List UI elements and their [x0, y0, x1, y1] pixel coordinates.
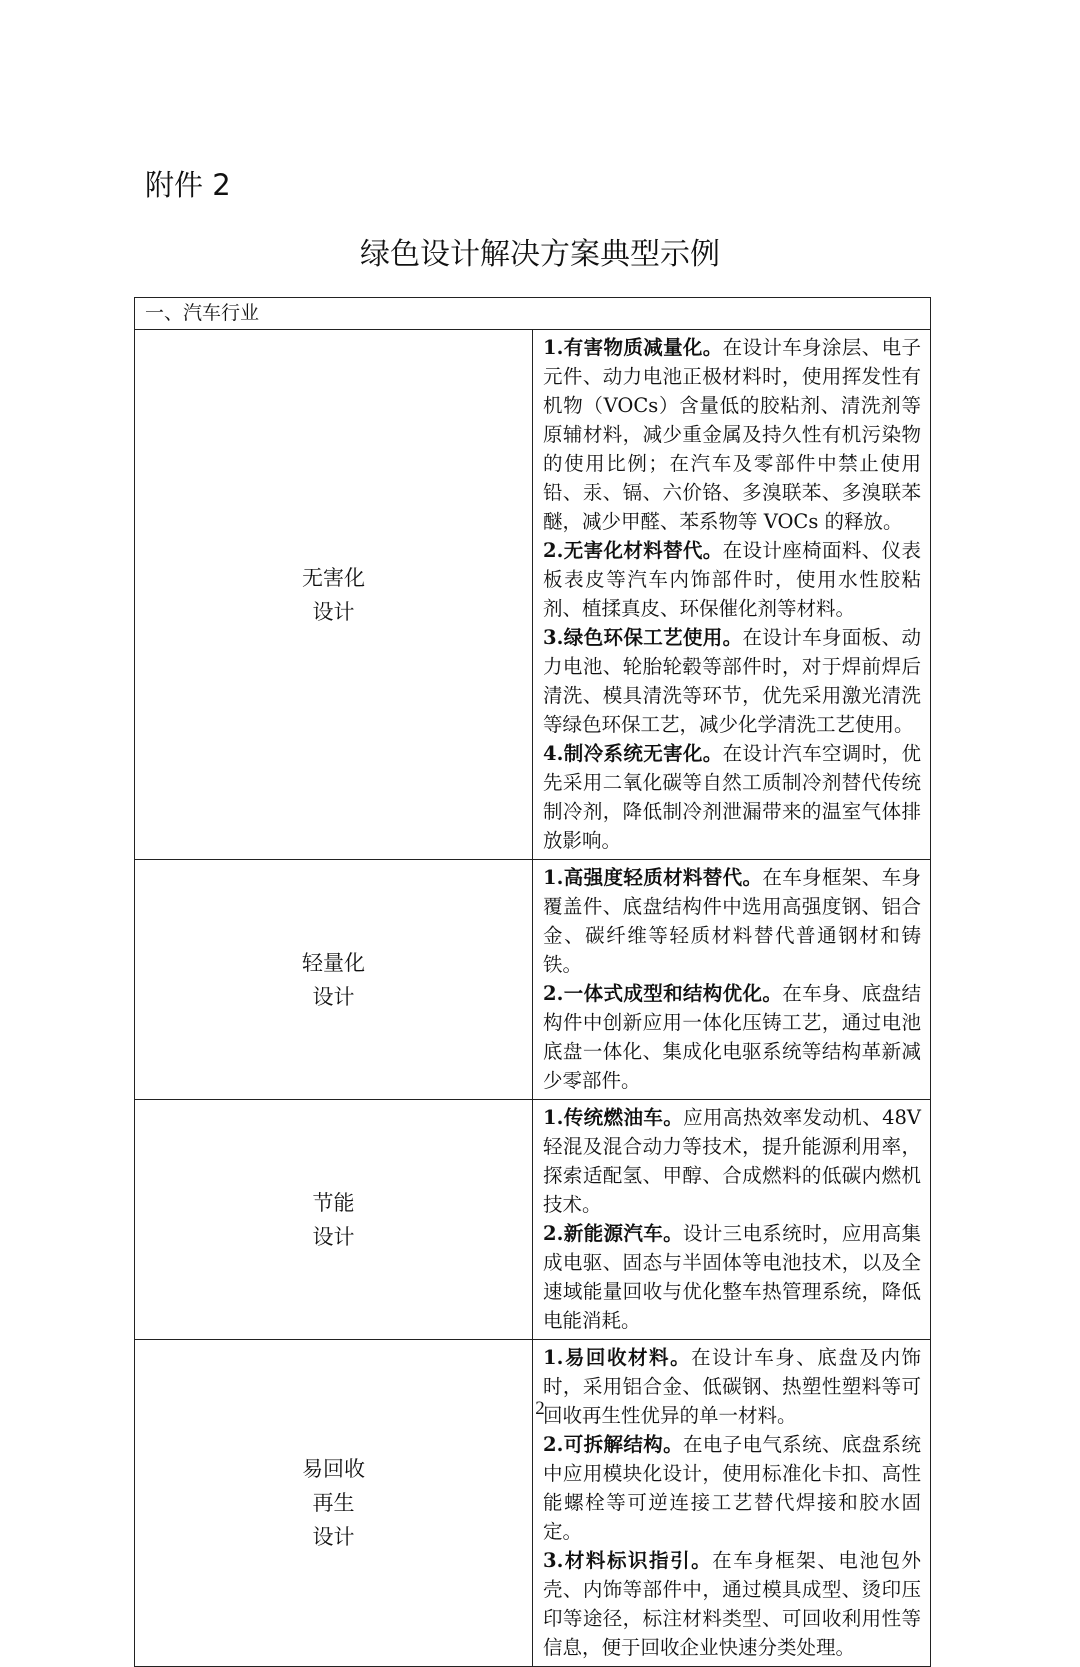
item-text: 在车身框架、电池包外壳、内饰等部件中，通过模具成型、烫印压印等途径，标注材料类型、可回收利用性等信息，便于回收企业快速分类处理。	[543, 1549, 921, 1659]
list-item	[543, 863, 921, 979]
category-label: 节能 设计	[312, 1190, 355, 1249]
list-item	[543, 623, 921, 739]
list-item	[543, 333, 921, 536]
category-label: 轻量化 设计	[302, 950, 365, 1009]
item-heading: 3.材料标识指引。	[543, 1549, 713, 1572]
section-header-row	[135, 298, 931, 330]
list-item	[543, 1219, 921, 1335]
page-number: 2	[535, 1398, 545, 1419]
item-text: 设计三电系统时，应用高集成电驱、固态与半固体等电池技术，以及全速域能量回收与优化整车热管理系统，降低电能消耗。	[543, 1222, 921, 1332]
table-row	[135, 1340, 931, 1667]
item-text: 在设计车身面板、动力电池、轮胎轮毂等部件时，对于焊前焊后清洗、模具清洗等环节，优先采用激光清洗等绿色环保工艺，减少化学清洗工艺使用。	[543, 626, 921, 736]
list-item	[543, 536, 921, 623]
list-item	[543, 1430, 921, 1546]
item-text: 在车身框架、车身覆盖件、底盘结构件中选用高强度钢、铝合金、碳纤维等轻质材料替代普通钢材和铸铁。	[543, 866, 921, 976]
table-row	[135, 1100, 931, 1340]
list-item	[543, 1103, 921, 1219]
item-heading: 2.无害化材料替代。	[543, 539, 723, 562]
item-text: 在设计汽车空调时，优先采用二氧化碳等自然工质制冷剂替代传统制冷剂，降低制冷剂泄漏带来的温室气体排放影响。	[543, 742, 921, 852]
content-cell	[533, 1340, 931, 1667]
table-row	[135, 860, 931, 1100]
item-heading: 2.可拆解结构。	[543, 1433, 683, 1456]
category-cell	[135, 860, 533, 1100]
item-heading: 1.传统燃油车。	[543, 1106, 684, 1129]
category-label: 易回收 再生 设计	[302, 1457, 365, 1549]
content-cell	[533, 330, 931, 860]
item-heading: 1.易回收材料。	[543, 1346, 692, 1369]
solutions-table	[134, 297, 931, 1667]
item-heading: 2.一体式成型和结构优化。	[543, 982, 783, 1005]
item-heading: 4.制冷系统无害化。	[543, 742, 723, 765]
category-cell	[135, 1340, 533, 1667]
category-label: 无害化 设计	[302, 565, 365, 624]
item-text: 在车身、底盘结构件中创新应用一体化压铸工艺，通过电池底盘一体化、集成化电驱系统等结构革新减少零部件。	[543, 982, 921, 1092]
document-title: 绿色设计解决方案典型示例	[360, 237, 720, 272]
list-item	[543, 739, 921, 855]
content-cell	[533, 860, 931, 1100]
category-cell	[135, 330, 533, 860]
list-item	[543, 979, 921, 1095]
item-heading: 1.有害物质减量化。	[543, 336, 723, 359]
category-cell	[135, 1100, 533, 1340]
item-heading: 2.新能源汽车。	[543, 1222, 683, 1245]
item-text: 应用高热效率发动机、48V 轻混及混合动力等技术，提升能源利用率，探索适配氢、甲醇、合成燃料的低碳内燃机技术。	[543, 1106, 921, 1216]
content-cell	[533, 1100, 931, 1340]
item-heading: 1.高强度轻质材料替代。	[543, 866, 763, 889]
item-text: 在电子电气系统、底盘系统中应用模块化设计，使用标准化卡扣、高性能螺栓等可逆连接工艺替代焊接和胶水固定。	[543, 1433, 921, 1543]
item-heading: 3.绿色环保工艺使用。	[543, 626, 743, 649]
item-text: 在设计车身涂层、电子元件、动力电池正极材料时，使用挥发性有机物（VOCs）含量低的胶粘剂、清洗剂等原辅材料，减少重金属及持久性有机污染物的使用比例；在汽车及零部件中禁止使用铅、汞、镉、六价铬、多溴联苯、多溴联苯醚，减少甲醛、苯系物等 VOCs 的释放。	[543, 336, 921, 533]
item-text: 在设计车身、底盘及内饰时，采用铝合金、低碳钢、热塑性塑料等可回收再生性优异的单一材料。	[543, 1346, 921, 1427]
section-header: 一、汽车行业	[135, 298, 931, 330]
list-item	[543, 1546, 921, 1662]
item-text: 在设计座椅面料、仪表板表皮等汽车内饰部件时，使用水性胶粘剂、植揉真皮、环保催化剂等材料。	[543, 539, 921, 620]
attachment-label: 附件 2	[145, 168, 231, 202]
table-row	[135, 330, 931, 860]
